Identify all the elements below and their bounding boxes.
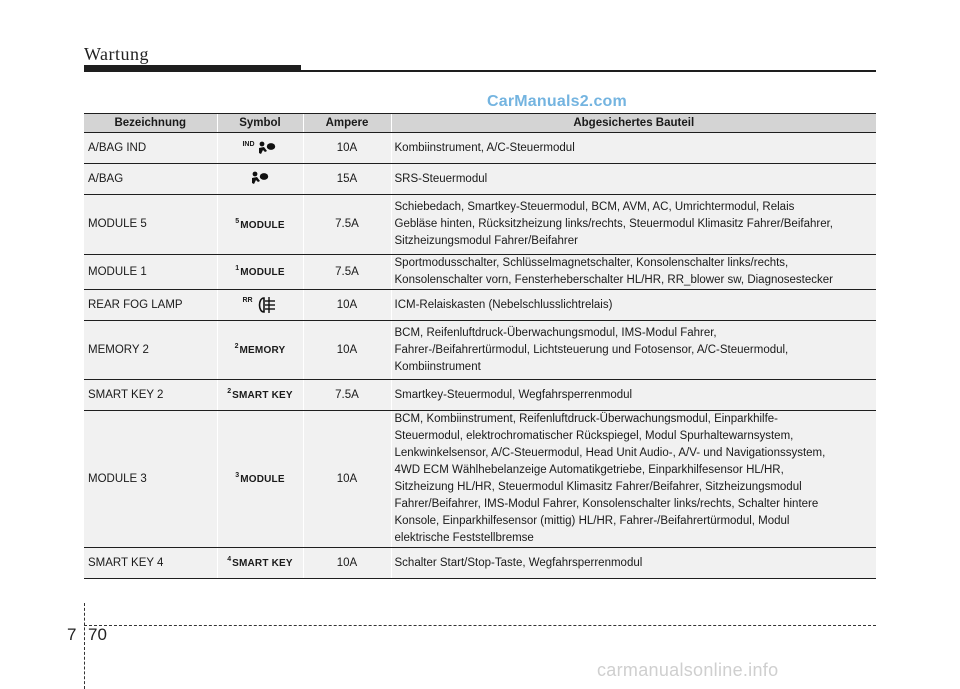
table-header-row <box>84 114 876 133</box>
component-line: ICM-Relaiskasten (Nebelschlusslichtrelais) <box>394 298 613 311</box>
symbol-superscript: RR <box>242 297 253 305</box>
page-number: 70 <box>88 625 107 644</box>
symbol-superscript: 1 <box>235 265 240 272</box>
airbag-icon <box>249 170 271 187</box>
component-line: Kombiinstrument <box>394 360 481 373</box>
fuse-symbol <box>217 380 303 411</box>
fuse-ampere: 7.5A <box>303 195 391 255</box>
fuse-protected-components <box>391 255 876 290</box>
symbol-label <box>235 217 284 234</box>
component-line: Konsolenschalter vorn, Fensterheberschalter HL/HR, RR_blower sw, Diagnosestecker <box>394 274 833 286</box>
component-line: Fahrer-/Beifahrertürmodul, Lichtsteuerung und Fotosensor, A/C-Steuermodul, <box>394 343 789 356</box>
fuse-ampere: 10A <box>303 133 391 164</box>
fuse-protected-components <box>391 164 876 195</box>
table-row <box>84 164 876 195</box>
component-line: Schalter Start/Stop-Taste, Wegfahrsperrenmodul <box>394 556 643 569</box>
symbol-superscript: 2 <box>227 388 232 395</box>
symbol-superscript: 5 <box>235 217 240 225</box>
table-body <box>84 133 876 579</box>
fuse-protected-components <box>391 133 876 164</box>
header-rule-thick <box>84 65 301 72</box>
fuse-symbol <box>217 195 303 255</box>
table-row <box>84 133 876 164</box>
component-line: Kombiinstrument, A/C-Steuermodul <box>394 141 575 154</box>
component-line: Schiebedach, Smartkey-Steuermodul, BCM, AVM, AC, Umrichtermodul, Relais <box>394 201 795 213</box>
symbol-label <box>242 140 277 157</box>
symbol-superscript: 2 <box>234 343 239 350</box>
symbol-label <box>227 555 293 572</box>
fuse-name: SMART KEY 2 <box>84 380 217 411</box>
fuse-symbol <box>217 133 303 164</box>
component-line: Sportmodusschalter, Schlüsselmagnetschalter, Konsolenschalter links/rechts, <box>394 257 789 269</box>
footer-dashed-rule <box>84 625 876 626</box>
fuse-symbol <box>217 164 303 195</box>
symbol-label <box>242 296 277 314</box>
fuse-ampere: 10A <box>303 290 391 321</box>
rear-fog-lamp-icon <box>254 296 278 314</box>
symbol-text: SMART KEY <box>232 390 293 401</box>
column-header-symbol: Symbol <box>217 114 303 133</box>
fuse-protected-components <box>391 321 876 380</box>
symbol-text: MODULE <box>240 267 285 278</box>
symbol-label <box>249 170 271 187</box>
fuse-name: MODULE 5 <box>84 195 217 255</box>
component-line: BCM, Kombiinstrument, Reifenluftdruck-Überwachungsmodul, Einparkhilfe- <box>394 413 778 425</box>
component-line: Konsole, Einparkhilfesensor (mittig) HL/HR, Fahrer-/Beifahrertürmodul, Modul <box>394 515 790 527</box>
fuse-symbol <box>217 321 303 380</box>
symbol-text: MEMORY <box>239 345 286 356</box>
fuse-name: REAR FOG LAMP <box>84 290 217 321</box>
table-row <box>84 380 876 411</box>
column-header-bauteil: Abgesichertes Bauteil <box>391 114 876 133</box>
component-line: Fahrer/Beifahrer, IMS-Modul Fahrer, Konsolenschalter links/rechts, Schalter hintere <box>394 498 819 510</box>
chapter-number: 7 <box>67 625 77 644</box>
fuse-protected-components <box>391 411 876 548</box>
table-row <box>84 321 876 380</box>
fuse-protected-components <box>391 290 876 321</box>
fuse-name: MODULE 1 <box>84 255 217 290</box>
symbol-superscript: IND <box>242 140 255 148</box>
component-line: Gebläse hinten, Rücksitzheizung links/rechts, Steuermodul Klimasitz Fahrer/Beifahrer, <box>394 218 833 230</box>
fuse-table <box>84 113 876 579</box>
symbol-text: MODULE <box>240 219 285 231</box>
component-line: Lenkwinkelsensor, A/C-Steuermodul, Head Unit Audio-, A/V- und Navigationssystem, <box>394 447 826 459</box>
component-line: SRS-Steuermodul <box>394 172 488 185</box>
airbag-ind-icon <box>256 140 278 157</box>
table-row <box>84 290 876 321</box>
fuse-name: MODULE 3 <box>84 411 217 548</box>
fuse-symbol <box>217 290 303 321</box>
component-line: Steuermodul, elektrochromatischer Rückspiegel, Modul Spurhaltewarnsystem, <box>394 430 794 442</box>
fuse-symbol <box>217 411 303 548</box>
watermark-top: CarManuals2.com <box>487 93 627 110</box>
fuse-protected-components <box>391 195 876 255</box>
table-row <box>84 411 876 548</box>
fuse-ampere: 15A <box>303 164 391 195</box>
component-line: Sitzheizung HL/HR, Steuermodul Klimasitz Fahrer/Beifahrer, Sitzheizungsmodul <box>394 481 802 493</box>
symbol-label <box>235 264 284 281</box>
fuse-ampere: 7.5A <box>303 255 391 290</box>
column-header-bezeichnung: Bezeichnung <box>84 114 217 133</box>
table-row <box>84 255 876 290</box>
watermark-bottom: carmanualsonline.info <box>597 660 779 680</box>
symbol-label <box>235 342 286 359</box>
fuse-ampere: 10A <box>303 321 391 380</box>
footer-dashed-divider <box>84 603 85 689</box>
component-line: Smartkey-Steuermodul, Wegfahrsperrenmodul <box>394 388 633 401</box>
fuse-name: SMART KEY 4 <box>84 548 217 579</box>
fuse-ampere: 10A <box>303 548 391 579</box>
fuse-name: MEMORY 2 <box>84 321 217 380</box>
header-rule-thin <box>301 70 876 72</box>
component-line: 4WD ECM Wählhebelanzeige Automatikgetriebe, Einparkhilfesensor HL/HR, <box>394 464 784 476</box>
symbol-text: MODULE <box>240 474 285 485</box>
fuse-ampere: 10A <box>303 411 391 548</box>
component-line: elektrische Feststellbremse <box>394 532 534 544</box>
table-row <box>84 548 876 579</box>
column-header-ampere: Ampere <box>303 114 391 133</box>
fuse-ampere: 7.5A <box>303 380 391 411</box>
symbol-superscript: 3 <box>235 472 240 479</box>
page-title: Wartung <box>84 44 150 64</box>
fuse-protected-components <box>391 548 876 579</box>
component-line: BCM, Reifenluftdruck-Überwachungsmodul, IMS-Modul Fahrer, <box>394 326 717 339</box>
symbol-text: SMART KEY <box>232 558 293 569</box>
symbol-superscript: 4 <box>227 556 232 563</box>
symbol-label <box>227 387 293 404</box>
fuse-name: A/BAG <box>84 164 217 195</box>
fuse-symbol <box>217 548 303 579</box>
symbol-label <box>235 471 284 488</box>
table-row <box>84 195 876 255</box>
component-line: Sitzheizungsmodul Fahrer/Beifahrer <box>394 235 578 247</box>
fuse-protected-components <box>391 380 876 411</box>
fuse-name: A/BAG IND <box>84 133 217 164</box>
fuse-symbol <box>217 255 303 290</box>
